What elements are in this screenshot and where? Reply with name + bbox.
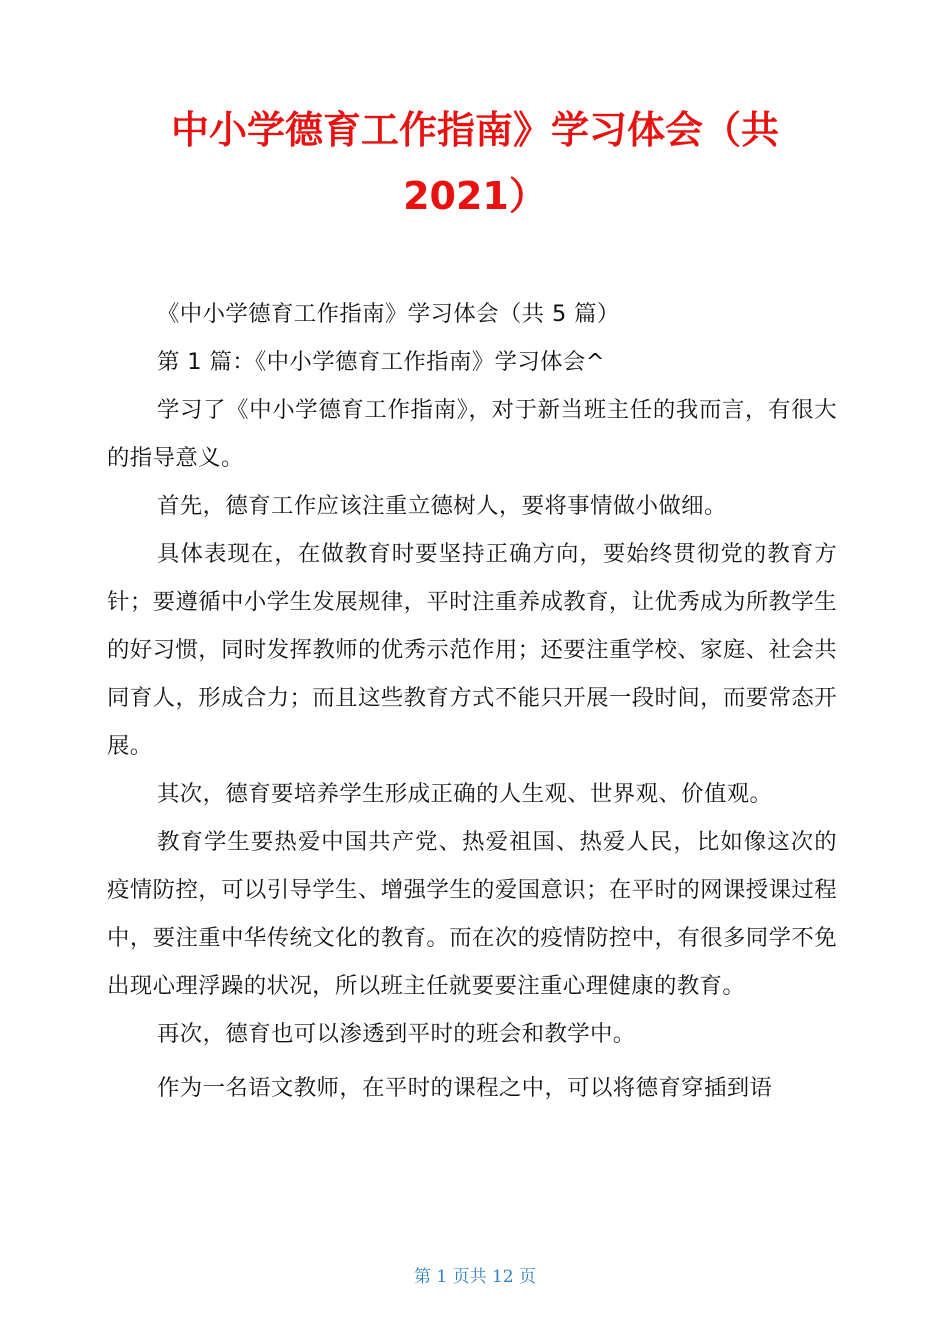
document-body xyxy=(107,290,837,1112)
document-title-line-1: 中小学德育工作指南》学习体会（共 xyxy=(170,108,779,152)
page-number-footer: 第 1 页共 12 页 xyxy=(413,1267,537,1287)
body-paragraph: 其次，德育要培养学生形成正确的人生观、世界观、价值观。 xyxy=(157,781,773,807)
body-paragraph: 学习了《中小学德育工作指南》，对于新当班主任的我而言，有很大的指导意义。 xyxy=(107,397,837,471)
body-paragraph: 具体表现在，在做教育时要坚持正确方向，要始终贯彻党的教育方针；要遵循中小学生发展规律，平时注重养成教育，让优秀成为所教学生的好习惯，同时发挥教师的优秀示范作用；还要注重学校、家庭、社会共同育人，形成合力；而且这些教育方式不能只开展一段时间，而要常态开展。 xyxy=(107,541,837,759)
document-title-line-2: 2021） xyxy=(403,174,547,218)
section-heading: 第 1 篇：《中小学德育工作指南》学习体会^ xyxy=(157,349,605,375)
body-paragraph: 首先，德育工作应该注重立德树人，要将事情做小做细。 xyxy=(157,493,727,519)
body-paragraph: 再次，德育也可以渗透到平时的班会和教学中。 xyxy=(157,1021,636,1047)
body-paragraph: 作为一名语文教师，在平时的课程之中，可以将德育穿插到语 xyxy=(157,1075,773,1101)
subtitle-paragraph: 《中小学德育工作指南》学习体会（共 5 篇） xyxy=(157,301,620,327)
body-paragraph: 教育学生要热爱中国共产党、热爱祖国、热爱人民，比如像这次的疫情防控，可以引导学生、增强学生的爱国意识；在平时的网课授课过程中，要注重中华传统文化的教育。而在次的疫情防控中，有很多同学不免出现心理浮躁的状况，所以班主任就要要注重心理健康的教育。 xyxy=(107,829,837,999)
